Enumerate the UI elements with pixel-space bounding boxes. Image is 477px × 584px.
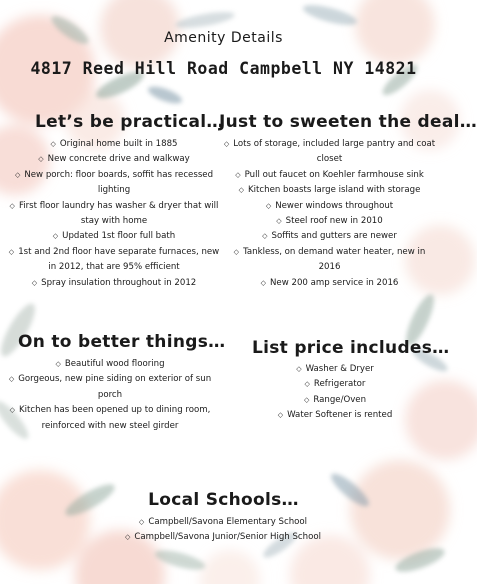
diamond-bullet-icon: ◇ (8, 247, 15, 256)
sweeten-section-title: Just to sweeten the deal… (219, 112, 477, 132)
diamond-bullet-icon: ◇ (262, 232, 268, 241)
diamond-bullet-icon: ◇ (9, 201, 15, 210)
list-item (5, 357, 215, 372)
list-item-text: Original home built in 1885 (59, 139, 178, 149)
list-item-text: Newer windows throughout (275, 200, 394, 211)
diamond-bullet-icon: ◇ (277, 411, 284, 420)
list-item (222, 229, 437, 244)
list-item (222, 168, 437, 183)
list-item (8, 276, 220, 291)
diamond-bullet-icon: ◇ (235, 170, 241, 179)
list-item (240, 377, 430, 392)
list-item-text: New concrete drive and walkway (47, 154, 190, 165)
diamond-bullet-icon: ◇ (14, 170, 21, 179)
list-item-text: Tankless, on demand water heater, new in 2016 (243, 246, 426, 273)
list-item (8, 229, 220, 244)
property-address: 4817 Reed Hill Road Campbell NY 14821 (30, 59, 417, 78)
schools-list (73, 515, 373, 546)
list-item (8, 168, 220, 199)
better-list (5, 357, 215, 434)
list-item-text: Refrigerator (313, 379, 366, 390)
list-item-text: Beautiful wood flooring (64, 359, 165, 369)
list-item (5, 403, 215, 434)
list-item-text: Washer & Dryer (305, 364, 374, 374)
list-item (73, 515, 373, 530)
diamond-bullet-icon: ◇ (31, 278, 38, 287)
diamond-bullet-icon: ◇ (296, 365, 302, 373)
better-section-title: On to better things… (18, 332, 226, 352)
list-item-text: Pull out faucet on Koehler farmhouse sink (244, 169, 424, 180)
diamond-bullet-icon: ◇ (8, 375, 15, 384)
diamond-bullet-icon: ◇ (52, 232, 59, 241)
list-item (240, 408, 430, 423)
list-item-text: Soffits and gutters are newer (271, 231, 397, 242)
list-item (222, 276, 437, 291)
list-item-text: Water Softener is rented (287, 410, 393, 421)
list-item-text: Campbell/Savona Junior/Senior High School (134, 532, 322, 543)
list-item-text: Steel roof new in 2010 (285, 216, 383, 227)
list-item-text: Kitchen boasts large island with storage (248, 185, 421, 196)
list-item-text: Lots of storage, included large pantry and coat closet (233, 139, 436, 165)
schools-section-title: Local Schools… (148, 490, 299, 510)
diamond-bullet-icon: ◇ (124, 533, 131, 542)
price-section-title: List price includes… (252, 338, 450, 358)
list-item-text: First floor laundry has washer & dryer that will stay with home (18, 200, 219, 227)
list-item (73, 530, 373, 545)
list-item (8, 199, 220, 230)
list-item (222, 214, 437, 229)
list-item-text: Range/Oven (313, 394, 367, 405)
list-item (8, 137, 220, 152)
list-item-text: Campbell/Savona Elementary School (148, 517, 308, 527)
list-item (8, 245, 220, 276)
list-item (222, 137, 437, 168)
list-item-text: New 200 amp service in 2016 (270, 277, 399, 288)
practical-section-title: Let’s be practical… (35, 112, 224, 132)
list-item-text: New porch: floor boards, soffit has recessed lighting (24, 169, 214, 196)
diamond-bullet-icon: ◇ (138, 518, 145, 526)
diamond-bullet-icon: ◇ (260, 278, 266, 287)
diamond-bullet-icon: ◇ (50, 140, 56, 148)
diamond-bullet-icon: ◇ (55, 360, 61, 368)
list-item (5, 372, 215, 403)
list-item-text: Gorgeous, new pine siding on exterior of sun porch (18, 374, 212, 400)
diamond-bullet-icon: ◇ (233, 247, 240, 256)
list-item-text: 1st and 2nd floor have separate furnaces, new in 2012, that are 95% efficient (18, 246, 220, 273)
sweeten-list (222, 137, 437, 291)
list-item (240, 393, 430, 408)
list-item (222, 199, 437, 214)
diamond-bullet-icon: ◇ (223, 140, 230, 148)
diamond-bullet-icon: ◇ (304, 380, 310, 389)
diamond-bullet-icon: ◇ (265, 201, 272, 210)
price-list (240, 362, 430, 424)
list-item-text: Spray insulation throughout in 2012 (41, 277, 197, 288)
diamond-bullet-icon: ◇ (38, 155, 44, 164)
page-title: Amenity Details (164, 30, 283, 46)
diamond-bullet-icon: ◇ (9, 406, 16, 415)
list-item (8, 152, 220, 167)
list-item-text: Kitchen has been opened up to dining room, reinforced with new steel girder (19, 405, 211, 431)
list-item (222, 245, 437, 276)
list-item-text: Updated 1st floor full bath (62, 231, 176, 242)
diamond-bullet-icon: ◇ (276, 217, 282, 226)
diamond-bullet-icon: ◇ (238, 186, 245, 195)
list-item (222, 183, 437, 198)
list-item (240, 362, 430, 377)
diamond-bullet-icon: ◇ (303, 395, 310, 404)
practical-list (8, 137, 220, 291)
